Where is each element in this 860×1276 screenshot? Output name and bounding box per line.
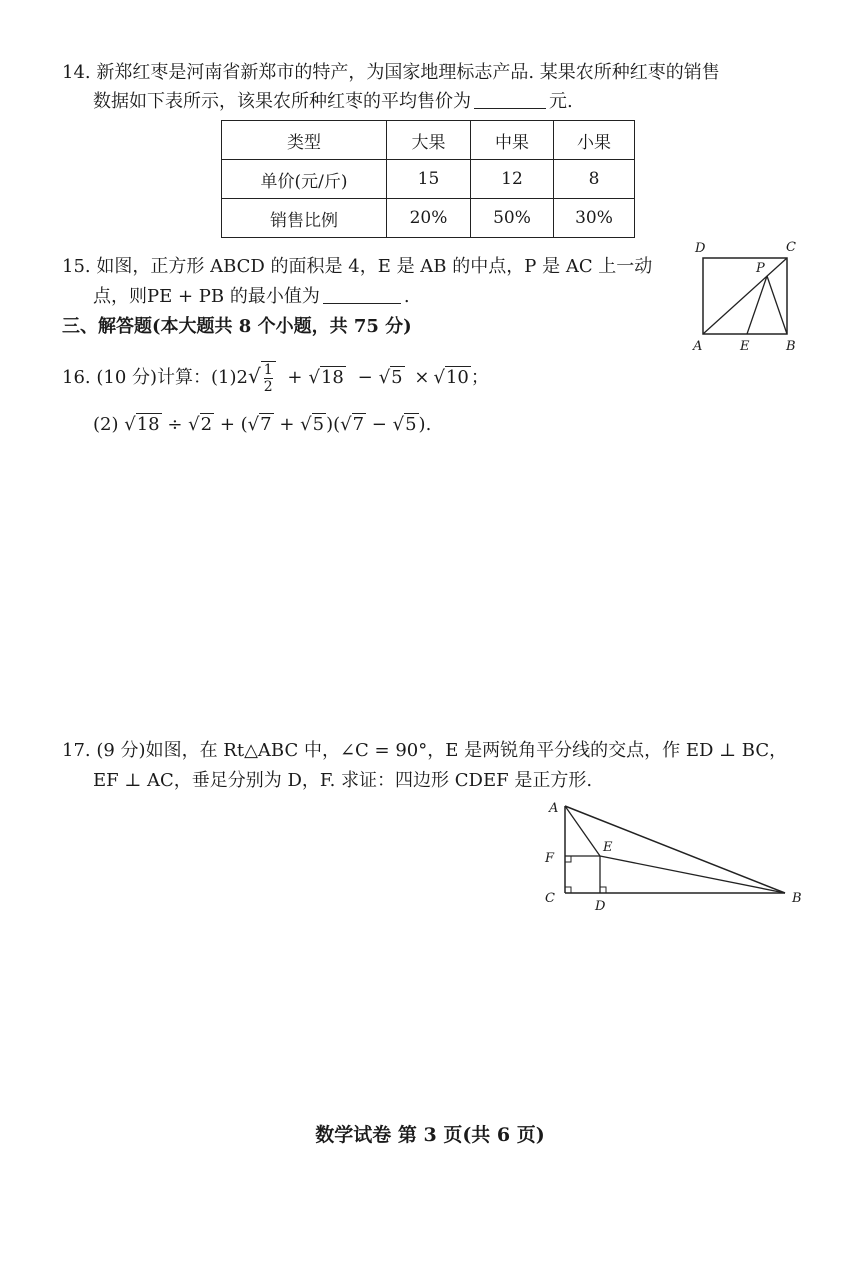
table-cell: 12 bbox=[471, 160, 554, 199]
table-cell: 15 bbox=[387, 160, 471, 199]
table-cell: 销售比例 bbox=[222, 199, 387, 238]
table-cell: 30% bbox=[554, 199, 635, 238]
q15-label-e: E bbox=[740, 339, 750, 354]
page-footer: 数学试卷 第 3 页(共 6 页) bbox=[315, 1124, 545, 1146]
table-header-cell: 大果 bbox=[387, 121, 471, 160]
table-header-cell: 类型 bbox=[222, 121, 387, 160]
q15-line2-end: . bbox=[403, 286, 410, 307]
table-cell: 50% bbox=[471, 199, 554, 238]
table-header-cell: 中果 bbox=[471, 121, 554, 160]
q17-label-f: F bbox=[545, 851, 555, 866]
q15-label-c: C bbox=[786, 240, 796, 255]
table-row bbox=[222, 121, 635, 160]
q16-p2-plus2: + bbox=[279, 414, 295, 435]
q17-label-c: C bbox=[545, 891, 555, 906]
q16-times: × bbox=[414, 367, 430, 388]
q17-label-d: D bbox=[595, 899, 606, 914]
q16-sqrt-18: 18 bbox=[320, 367, 344, 388]
q16-p2-end: . bbox=[425, 414, 432, 435]
q16-frac-num: 1 bbox=[263, 362, 273, 378]
q17-label-e: E bbox=[603, 840, 613, 855]
q16-part2-prefix: (2) bbox=[93, 414, 119, 435]
q15-line2 bbox=[93, 284, 410, 310]
section-title: 三、解答题(本大题共 8 个小题，共 75 分) bbox=[62, 316, 412, 337]
q16-sqrt-5: 5 bbox=[391, 367, 403, 388]
q16-plus: + bbox=[287, 367, 303, 388]
q17-label-b: B bbox=[792, 891, 802, 906]
q17-line1: 17. (9 分)如图，在 Rt△ABC 中，∠C = 90°，E 是两锐角平分线的交点，作 ED ⊥ BC， bbox=[62, 740, 788, 761]
q15-square-figure bbox=[688, 236, 808, 356]
table-row bbox=[222, 199, 635, 238]
q17-line2: EF ⊥ AC，垂足分别为 D，F. 求证：四边形 CDEF 是正方形. bbox=[93, 770, 593, 791]
q16-p2-minus: − bbox=[371, 414, 387, 435]
q14-line2-text: 数据如下表所示，该果农所种红枣的平均售价为 bbox=[93, 91, 471, 112]
q16-div: ÷ bbox=[167, 414, 183, 435]
q15-line2-text: 点，则PE + PB 的最小值为 bbox=[93, 286, 320, 307]
q16-p2-sqrt-7b: 7 bbox=[352, 414, 365, 435]
q16-sqrt-10: 10 bbox=[445, 367, 469, 388]
q15-label-d: D bbox=[695, 241, 706, 256]
q15-label-b: B bbox=[786, 339, 796, 354]
q15-answer-blank[interactable] bbox=[323, 285, 401, 304]
q15-line1: 15. 如图，正方形 ABCD 的面积是 4，E 是 AB 的中点，P 是 AC 上一动 bbox=[62, 256, 653, 277]
table-header-cell: 小果 bbox=[554, 121, 635, 160]
table-cell: 单价(元/斤) bbox=[222, 160, 387, 199]
q16-p2-sqrt-5a: 5 bbox=[312, 414, 325, 435]
sales-table bbox=[221, 120, 635, 238]
q15-label-p: P bbox=[756, 261, 765, 276]
q16-prefix: 16. (10 分)计算：(1)2 bbox=[62, 367, 248, 388]
q16-semicolon: ； bbox=[470, 367, 489, 388]
q14-line2 bbox=[93, 89, 573, 115]
q16-p2-sqrt-7a: 7 bbox=[260, 414, 272, 435]
q16-p2-sqrt-2: 2 bbox=[200, 414, 213, 435]
q14-line1: 14. 新郑红枣是河南省新郑市的特产，为国家地理标志产品. 某果农所种红枣的销售 bbox=[62, 62, 720, 83]
q16-p2-plus: + bbox=[219, 414, 235, 435]
q16-minus: − bbox=[357, 367, 373, 388]
q14-line2-unit: 元. bbox=[549, 91, 573, 112]
table-cell: 8 bbox=[554, 160, 635, 199]
q14-answer-blank[interactable] bbox=[474, 90, 546, 109]
q15-label-a: A bbox=[693, 339, 703, 354]
q16-part2: (2) √18 ÷ √2 + (√7 + √5 )(√7 − √5 ). bbox=[93, 414, 432, 435]
table-row bbox=[222, 160, 635, 199]
table-cell: 20% bbox=[387, 199, 471, 238]
q16-frac-den: 2 bbox=[263, 379, 273, 395]
q17-label-a: A bbox=[549, 801, 559, 816]
q16-part1: 16. (10 分)计算：(1)2√ $\frac{1}{2}$ + √18 − √5 × √10 ； bbox=[62, 362, 489, 395]
q16-p2-sqrt-18: 18 bbox=[136, 414, 160, 435]
q17-triangle-figure bbox=[540, 796, 810, 916]
q16-p2-sqrt-5b: 5 bbox=[405, 414, 417, 435]
